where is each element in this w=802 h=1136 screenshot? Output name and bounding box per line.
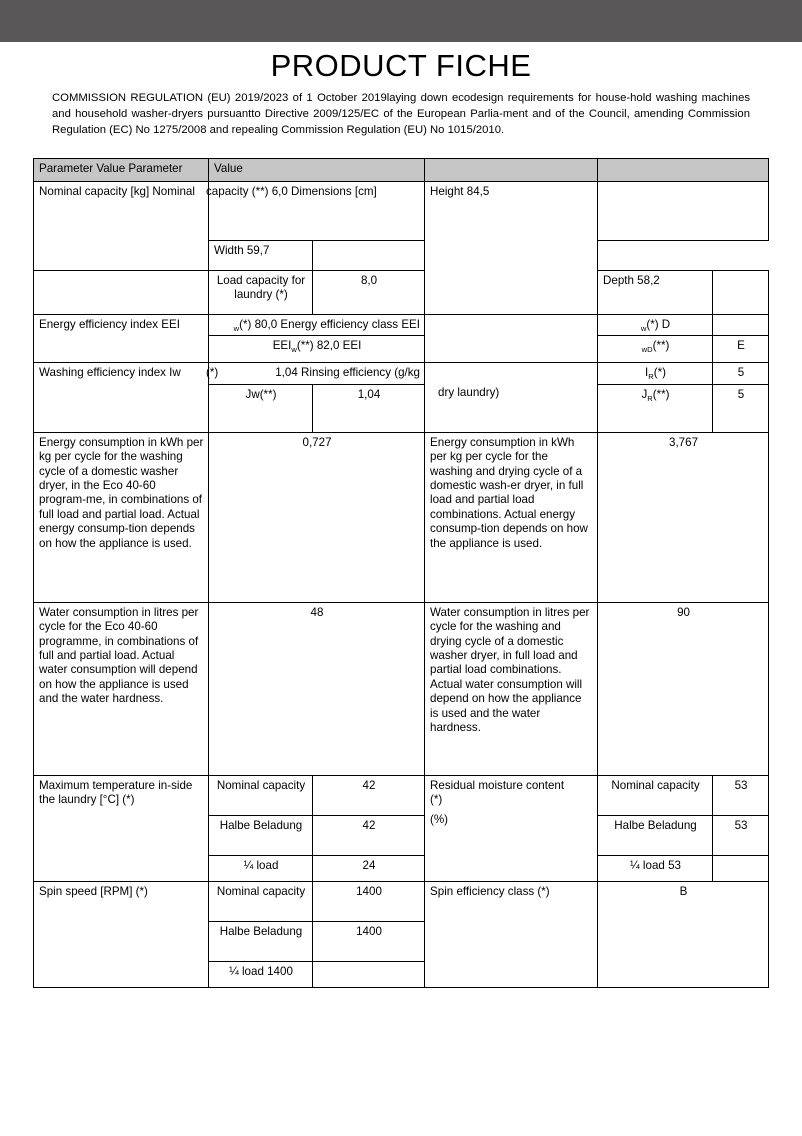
table-header-row	[34, 159, 769, 182]
overlap-nominal-capacity-value: capacity (**) 6,0 Dimensions [cm]	[206, 185, 377, 198]
cell-dimensions-depth-value	[713, 271, 769, 315]
eei-class-w-text: (*) D	[646, 318, 671, 331]
header-cell-parameter: Parameter Value Parameter	[34, 159, 209, 182]
cell-dimensions-depth: Depth 58,2	[598, 271, 713, 315]
washing-efficiency-value-text: 1,04 Rinsing efficiency (g/kg	[275, 366, 421, 380]
cell-energy-consumption-drying-value: 3,767	[598, 432, 769, 602]
cell-eei-w-value	[209, 315, 425, 336]
cell-max-temp-row-value-1: 42	[313, 815, 425, 855]
cell-washing-efficiency-label	[34, 363, 219, 432]
cell-energy-consumption-washing-label: Energy consumption in kWh per kg per cycle for the washing cycle of a domestic washer dryer, in the Eco 40-60 program-me, in combinations of full load and partial load. Actual energy consump-tion depends on how the appliance is used.	[34, 432, 209, 602]
cell-spin-efficiency-value: B	[598, 881, 769, 987]
cell-eei-class-label	[425, 315, 598, 363]
cell-jr-label	[598, 384, 713, 432]
table-row-nominal-capacity	[34, 182, 769, 241]
cell-load-capacity-blank	[34, 271, 209, 315]
jr-symbol: $J_R$	[641, 387, 653, 403]
cell-max-temperature-label: Maximum temperature in-side the laundry [°C] (*)	[34, 775, 209, 881]
regulation-intro-paragraph: COMMISSION REGULATION (EU) 2019/2023 of 1 October 2019laying down ecodesign requirements for house-hold washing machines and household washer-dryers pursuantto Directive 2009/125/EC of the European Parlia-ment and of the Council, amending Commission Regulation (EC) No 1275/2008 and repealing Commission Regulation (EU) No 1015/2010.	[52, 92, 750, 137]
eei-wd-subscript: w	[291, 345, 297, 355]
cell-eei-class-wd	[598, 336, 713, 363]
cell-spin-speed-row-label-2: ¼ load 1400	[209, 961, 313, 987]
table-row-load-capacity	[34, 271, 769, 315]
page-title: PRODUCT FICHE	[270, 48, 532, 83]
cell-water-consumption-drying-value: 90	[598, 602, 769, 775]
nominal-capacity-label-text: Nominal capacity [kg] Nominal	[39, 185, 195, 198]
cell-dimensions-height: Height 84,5	[425, 182, 598, 315]
table-row-spin-speed-nominal	[34, 881, 769, 921]
cell-eei-wd-value	[209, 336, 425, 363]
cell-jr-value: 5	[713, 384, 769, 432]
cell-max-temp-row-label-2: ¼ load	[209, 855, 313, 881]
table-row-eei-w	[34, 315, 769, 336]
cell-residual-moisture-row-label-0: Nominal capacity	[598, 775, 713, 815]
eei-wd-prefix: EEI	[272, 339, 292, 353]
cell-spin-speed-label: Spin speed [RPM] (*)	[34, 881, 209, 987]
cell-max-temp-row-label-1: Halbe Beladung	[209, 815, 313, 855]
table-row-washing-efficiency	[34, 363, 769, 384]
eei-wd-value-text: (**) 82,0 EEI	[296, 339, 362, 353]
cell-energy-consumption-drying-label: Energy consumption in kWh per kg per cycle for the washing and drying cycle of a domestic wash-er dryer, in full load and partial load combinations. Actual energy consump-tion depends on how the appliance is used.	[425, 432, 598, 602]
cell-max-temp-row-value-0: 42	[313, 775, 425, 815]
cell-residual-moisture-row-value-2	[713, 855, 769, 881]
overlap-washing-star: (*)	[206, 366, 219, 380]
cell-residual-moisture-row-label-1: Halbe Beladung	[598, 815, 713, 855]
eei-w-subscript: w	[233, 324, 240, 333]
ir-star-text: (*)	[653, 366, 666, 380]
cell-spin-speed-row-value-0: 1400	[313, 881, 425, 921]
washing-efficiency-label-text: Washing efficiency index Iw	[39, 366, 181, 380]
eei-class-wd-subscript: wD	[641, 345, 653, 355]
cell-residual-moisture-row-label-2: ¼ load 53	[598, 855, 713, 881]
cell-jw-value: 1,04	[313, 384, 425, 432]
cell-nominal-capacity-value	[209, 182, 425, 241]
eei-class-wd-text: (**)	[652, 339, 670, 353]
cell-spin-speed-row-label-1: Halbe Beladung	[209, 921, 313, 961]
header-cell-parameter-2	[425, 159, 598, 182]
cell-load-capacity-label: Load capacity for laundry (*)	[209, 271, 313, 315]
header-cell-value: Value	[209, 159, 425, 182]
eei-w-value-text: (*) 80,0 Energy efficiency class EEI	[239, 318, 421, 331]
cell-residual-moisture-row-value-0: 53	[713, 775, 769, 815]
jr-star-text: (**)	[652, 387, 670, 401]
eei-label-text: Energy efficiency index EEI	[39, 318, 180, 331]
eei-class-w-subscript: w	[640, 324, 647, 333]
cell-dimensions-width: Width 59,7	[209, 241, 313, 271]
cell-water-consumption-washing-value: 48	[209, 602, 425, 775]
product-fiche-table	[33, 158, 769, 988]
cell-eei-class-w	[598, 315, 713, 336]
header-cell-value-2	[598, 159, 769, 182]
cell-dimension-blank	[598, 182, 769, 241]
cell-dimensions-width-value	[313, 241, 425, 271]
cell-ir-label	[598, 363, 713, 384]
cell-jw-label: Jw(**)	[209, 384, 313, 432]
residual-moisture-star: (*)	[430, 793, 443, 807]
cell-max-temp-row-label-0: Nominal capacity	[209, 775, 313, 815]
top-banner	[0, 0, 802, 42]
cell-washing-efficiency-value	[209, 363, 425, 384]
cell-spin-speed-row-label-0: Nominal capacity	[209, 881, 313, 921]
cell-spin-speed-row-value-2	[313, 961, 425, 987]
rinsing-efficiency-label-text: dry laundry)	[438, 386, 500, 400]
ir-symbol: $I_R$	[645, 366, 654, 382]
cell-energy-consumption-washing-value: 0,727	[209, 432, 425, 602]
cell-ir-value: 5	[713, 363, 769, 384]
table-row-max-temperature-nominal	[34, 775, 769, 815]
cell-max-temp-row-value-2: 24	[313, 855, 425, 881]
residual-moisture-label-text: Residual moisture content	[430, 778, 565, 792]
cell-spin-speed-row-value-1: 1400	[313, 921, 425, 961]
cell-eei-label	[34, 315, 209, 363]
cell-eei-class-w-value	[713, 315, 769, 336]
cell-rinsing-efficiency-label	[425, 363, 598, 432]
cell-residual-moisture-label	[425, 775, 598, 881]
cell-spin-efficiency-label: Spin efficiency class (*)	[425, 881, 598, 987]
cell-eei-class-wd-value: E	[713, 336, 769, 363]
cell-load-capacity-value: 8,0	[313, 271, 425, 315]
table-row-water-consumption	[34, 602, 769, 775]
cell-water-consumption-drying-label: Water consumption in litres per cycle for the washing and drying cycle of a domestic washer dryer, in full load and partial load combinations. Actual water consumption will depend on how the appliance is used and the water hardness.	[425, 602, 598, 775]
table-row-energy-consumption	[34, 432, 769, 602]
cell-water-consumption-washing-label: Water consumption in litres per cycle for the Eco 40-60 programme, in combinations of full and partial load. Actual water consumption will depend on how the appliance is used and the water hardness.	[34, 602, 209, 775]
residual-moisture-unit: (%)	[430, 812, 449, 826]
cell-residual-moisture-row-value-1: 53	[713, 815, 769, 855]
